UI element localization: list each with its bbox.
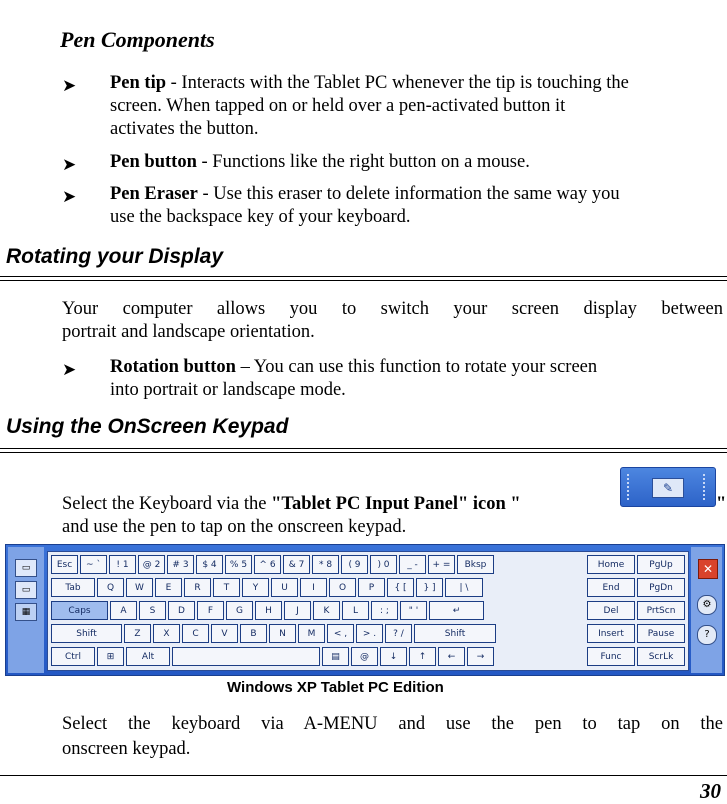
keyboard-key[interactable]: H	[255, 601, 282, 620]
keyboard-key[interactable]: Z	[124, 624, 151, 643]
section-heading-rotating: Rotating your Display	[6, 245, 224, 268]
keyboard-key[interactable]: # 3	[167, 555, 194, 574]
pen-eraser-text: - Use this eraser to delete information the same way you	[197, 184, 620, 204]
closing-paragraph-line1: Select the keyboard via A-MENU and use the pen to tap on the	[62, 714, 723, 734]
pen-tip-text: - Interacts with the Tablet PC whenever the tip is touching the	[166, 73, 629, 93]
writing-pad-icon[interactable]: ▭	[15, 559, 37, 577]
rotation-text: – You can use this function to rotate your screen	[235, 357, 598, 377]
keyboard-key[interactable]: PgUp	[637, 555, 685, 574]
keyboard-key[interactable]: O	[329, 578, 356, 597]
bullet-rotation-button	[110, 356, 597, 402]
section-heading-keypad: Using the OnScreen Keypad	[6, 415, 289, 438]
rotating-paragraph-line2: portrait and landscape orientation.	[62, 322, 315, 342]
keyboard-key[interactable]: ? /	[385, 624, 412, 643]
keyboard-key[interactable]: Esc	[51, 555, 78, 574]
divider	[0, 452, 727, 453]
pen-eraser-text-2: use the backspace key of your keyboard.	[110, 207, 411, 227]
keyboard-tools-panel	[691, 547, 722, 673]
keyboard-key[interactable]: U	[271, 578, 298, 597]
page-number: 30	[700, 779, 721, 803]
quote-close	[716, 493, 726, 516]
keyboard-key[interactable]: PrtScn	[637, 601, 685, 620]
keyboard-key[interactable]: _ -	[399, 555, 426, 574]
keyboard-key[interactable]: V	[211, 624, 238, 643]
bullet-arrow-icon: ➤	[62, 187, 77, 207]
keyboard-key[interactable]: * 8	[312, 555, 339, 574]
rotating-paragraph-line1: Your computer allows you to switch your screen display between	[62, 299, 723, 319]
onscreen-keyboard	[5, 544, 725, 676]
keyboard-key[interactable]: & 7	[283, 555, 310, 574]
keyboard-key[interactable]: Y	[242, 578, 269, 597]
keyboard-key[interactable]: Bksp	[457, 555, 494, 574]
keyboard-key[interactable]: Home	[587, 555, 635, 574]
keyboard-key[interactable]: ↵	[429, 601, 484, 620]
keyboard-key[interactable]: | \	[445, 578, 483, 597]
grip-icon	[703, 474, 709, 500]
divider	[0, 448, 727, 449]
select-text: Select the Keyboard via the	[62, 494, 272, 514]
keyboard-key[interactable]: P	[358, 578, 385, 597]
keyboard-key[interactable]: Insert	[587, 624, 635, 643]
keyboard-key[interactable]: Pause	[637, 624, 685, 643]
keyboard-key[interactable]: ) 0	[370, 555, 397, 574]
keyboard-key[interactable]: I	[300, 578, 327, 597]
keyboard-key[interactable]: End	[587, 578, 635, 597]
keyboard-key[interactable]: ⊞	[97, 647, 124, 666]
footer-divider	[0, 775, 727, 776]
keyboard-key[interactable]: Shift	[414, 624, 496, 643]
keypad-select-line2: and use the pen to tap on the onscreen keypad.	[62, 517, 407, 537]
keyboard-key[interactable]: ▤	[322, 647, 349, 666]
bullet-arrow-icon: ➤	[62, 360, 77, 380]
keyboard-key[interactable]: Func	[587, 647, 635, 666]
keyboard-key[interactable]: E	[155, 578, 182, 597]
keyboard-key[interactable]: ! 1	[109, 555, 136, 574]
figure-caption: Windows XP Tablet PC Edition	[227, 679, 444, 696]
keyboard-key[interactable]: @	[351, 647, 378, 666]
character-pad-icon[interactable]: ▭	[15, 581, 37, 599]
bullet-arrow-icon: ➤	[62, 155, 77, 175]
keyboard-key[interactable]: ( 9	[341, 555, 368, 574]
keyboard-key[interactable]: " '	[400, 601, 427, 620]
grip-icon	[627, 474, 633, 500]
keyboard-key[interactable]: S	[139, 601, 166, 620]
keyboard-key[interactable]: < ,	[327, 624, 354, 643]
term-pen-tip: Pen tip	[110, 73, 167, 93]
keyboard-key[interactable]: Shift	[51, 624, 122, 643]
section-heading-pen-components: Pen Components	[60, 27, 215, 52]
keyboard-key[interactable]: F	[197, 601, 224, 620]
keyboard-mode-panel	[8, 547, 44, 673]
divider	[0, 280, 727, 281]
keyboard-key[interactable]: T	[213, 578, 240, 597]
keyboard-key[interactable]: ←	[438, 647, 465, 666]
keyboard-key[interactable]: X	[153, 624, 180, 643]
keyboard-key[interactable]: { [	[387, 578, 414, 597]
keyboard-pen-icon: ✎	[652, 478, 684, 498]
keyboard-key[interactable]	[172, 647, 320, 666]
keyboard-key[interactable]: W	[126, 578, 153, 597]
keyboard-key[interactable]: Tab	[51, 578, 95, 597]
close-icon[interactable]: ✕	[698, 559, 718, 579]
keyboard-key[interactable]: A	[110, 601, 137, 620]
keyboard-key[interactable]: →	[467, 647, 494, 666]
options-gear-icon[interactable]: ⚙	[697, 595, 717, 615]
closing-paragraph-line2: onscreen keypad.	[62, 739, 191, 759]
divider	[0, 276, 727, 277]
keyboard-key[interactable]: Ctrl	[51, 647, 95, 666]
pen-button-text: - Functions like the right button on a mouse.	[196, 152, 530, 172]
tablet-input-panel-icon[interactable]	[620, 467, 716, 507]
keyboard-key[interactable]: } ]	[416, 578, 443, 597]
keyboard-key[interactable]: ↓	[380, 647, 407, 666]
pen-tip-text-2: screen. When tapped on or held over a pen-activated button it	[110, 96, 566, 116]
keyboard-key[interactable]: L	[342, 601, 369, 620]
keyboard-key[interactable]: % 5	[225, 555, 252, 574]
bullet-pen-eraser	[110, 183, 620, 229]
keyboard-key[interactable]: R	[184, 578, 211, 597]
keyboard-key[interactable]: C	[182, 624, 209, 643]
keyboard-key[interactable]: ~ `	[80, 555, 107, 574]
keyboard-key[interactable]: K	[313, 601, 340, 620]
bullet-arrow-icon: ➤	[62, 76, 77, 96]
keyboard-key[interactable]: Caps	[51, 601, 108, 620]
keyboard-key[interactable]: + =	[428, 555, 455, 574]
keyboard-key[interactable]: $ 4	[196, 555, 223, 574]
keyboard-key[interactable]: > .	[356, 624, 383, 643]
keyboard-key[interactable]: : ;	[371, 601, 398, 620]
pen-tip-text-3: activates the button.	[110, 119, 259, 139]
keypad-select-line1	[62, 493, 521, 516]
keyboard-key[interactable]: ↑	[409, 647, 436, 666]
term-pen-button: Pen button	[110, 152, 197, 172]
term-pen-eraser: Pen Eraser	[110, 184, 198, 204]
bullet-pen-tip	[110, 72, 727, 141]
keyboard-key[interactable]: PgDn	[637, 578, 685, 597]
keyboard-key[interactable]: D	[168, 601, 195, 620]
quote-close-text: "	[716, 494, 727, 514]
term-rotation-button: Rotation button	[110, 357, 236, 377]
keyboard-key[interactable]: @ 2	[138, 555, 165, 574]
keyboard-mode-icon[interactable]: ▦	[15, 603, 37, 621]
keyboard-key[interactable]: Q	[97, 578, 124, 597]
keyboard-key[interactable]: J	[284, 601, 311, 620]
help-icon[interactable]: ?	[697, 625, 717, 645]
bullet-pen-button	[110, 151, 530, 174]
keyboard-key[interactable]: Alt	[126, 647, 170, 666]
keyboard-key[interactable]: N	[269, 624, 296, 643]
keyboard-key[interactable]: ScrLk	[637, 647, 685, 666]
input-panel-label: "Tablet PC Input Panel" icon "	[271, 494, 521, 514]
keyboard-key[interactable]: G	[226, 601, 253, 620]
rotation-text-2: into portrait or landscape mode.	[110, 380, 346, 400]
keyboard-keys-area	[47, 551, 689, 671]
keyboard-key[interactable]: M	[298, 624, 325, 643]
keyboard-key[interactable]: Del	[587, 601, 635, 620]
keyboard-key[interactable]: B	[240, 624, 267, 643]
keyboard-key[interactable]: ^ 6	[254, 555, 281, 574]
